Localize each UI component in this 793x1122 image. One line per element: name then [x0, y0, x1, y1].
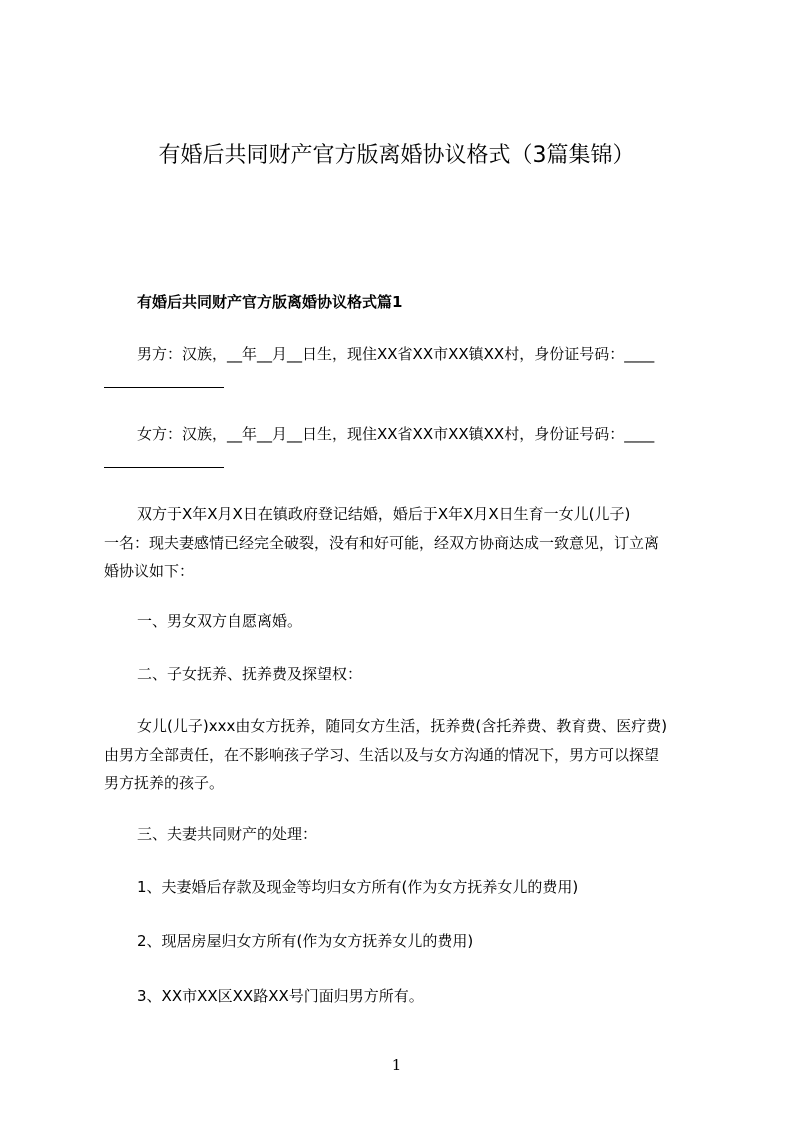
clause-3-heading: 三、夫妻共同财产的处理： [137, 825, 318, 843]
clause-3-item: 3、XX市XX区XX路XX号门面归男方所有。 [137, 987, 424, 1005]
id-number-blank-line [104, 467, 224, 468]
page-number: 1 [391, 1056, 402, 1074]
intro-line: 一名：现夫妻感情已经完全破裂，没有和好可能，经双方协商达成一致意见，订立离 [104, 534, 660, 552]
id-number-blank-line [104, 387, 224, 388]
clause-2-line: 由男方全部责任，在不影响孩子学习、生活以及与女方沟通的情况下，男方可以探望 [104, 746, 660, 764]
clause-2-heading: 二、子女抚养、抚养费及探望权： [137, 665, 363, 683]
female-party-info: 女方：汉族，__年__月__日生，现住XX省XX市XX镇XX村，身份证号码：____ [137, 425, 655, 443]
male-party-info: 男方：汉族，__年__月__日生，现住XX省XX市XX镇XX村，身份证号码：____ [137, 345, 655, 363]
clause-3-item: 2、现居房屋归女方所有(作为女方抚养女儿的费用) [137, 932, 474, 950]
clause-3-item: 1、夫妻婚后存款及现金等均归女方所有(作为女方抚养女儿的费用) [137, 878, 579, 896]
document-title: 有婚后共同财产官方版离婚协议格式（3篇集锦） [158, 143, 635, 168]
clause-2-line: 男方抚养的孩子。 [104, 774, 225, 792]
intro-line: 双方于X年X月X日在镇政府登记结婚，婚后于X年X月X日生育一女儿(儿子) [137, 505, 631, 523]
section-heading: 有婚后共同财产官方版离婚协议格式篇1 [137, 293, 403, 311]
clause-1: 一、男女双方自愿离婚。 [137, 612, 303, 630]
intro-line: 婚协议如下： [104, 562, 195, 580]
clause-2-line: 女儿(儿子)xxx由女方抚养，随同女方生活，抚养费(含托养费、教育费、医疗费) [137, 717, 668, 735]
